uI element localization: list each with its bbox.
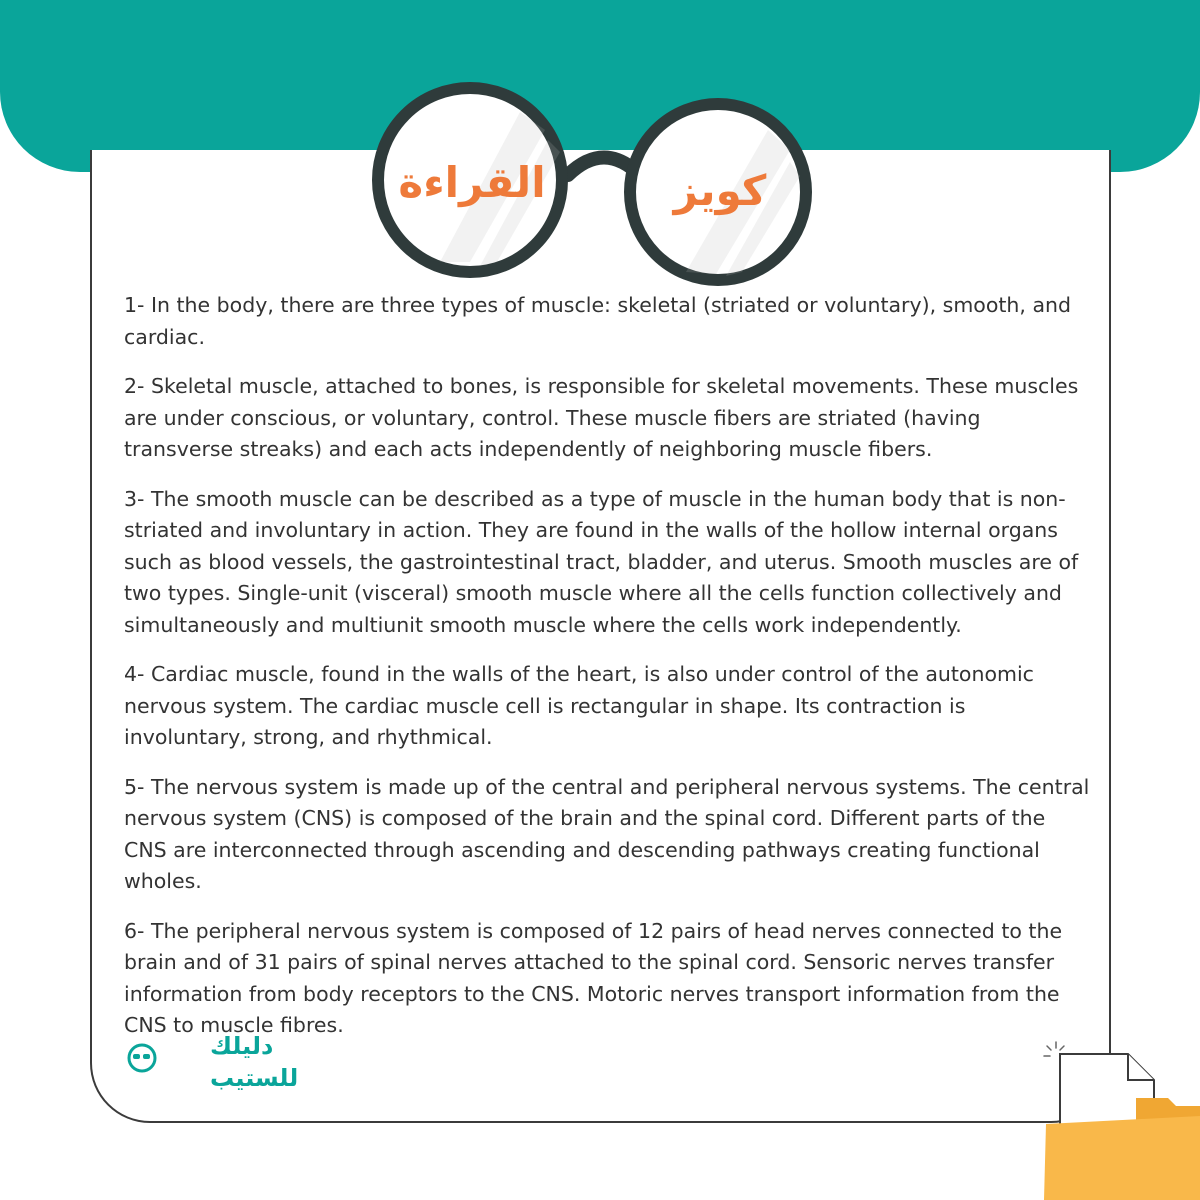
logo-text-line1: دليلك — [210, 1032, 274, 1060]
folder-icon — [1030, 1030, 1200, 1200]
glasses-icon — [0, 0, 1200, 300]
lens-right-title: كويز — [673, 166, 767, 215]
paragraph-5: 5- The nervous system is made up of the central and peripheral nervous systems. The central nervous system (CNS) is composed of the brain and the spinal cord. Different parts of the CNS are interconnected through ascending and descending pathways creating functional wholes. — [124, 774, 1090, 893]
paragraph-4: 4- Cardiac muscle, found in the walls of the heart, is also under control of the autonomic nervous system. The cardiac muscle cell is rectangular in shape. Its contraction is involuntary, strong, and rhythmical. — [124, 662, 1034, 749]
paragraph-3: 3- The smooth muscle can be described as a type of muscle in the human body that is non-striated and involuntary in action. They are found in the walls of the hollow internal organs such as blood vessels, the gastrointestinal tract, bladder, and uterus. Smooth muscles are of two types. Single-unit (visceral) smooth muscle where all the cells function collectively and simultaneously and multiunit smooth muscle where the cells work independently. — [124, 486, 1079, 637]
paragraph-1: 1- In the body, there are three types of muscle: skeletal (striated or voluntary), smooth, and cardiac. — [124, 293, 1072, 349]
paragraph-2: 2- Skeletal muscle, attached to bones, is responsible for skeletal movements. These muscles are under conscious, or voluntary, control. These muscle fibers are striated (having transverse streaks) and each acts independently of neighboring muscle fibers. — [124, 374, 1079, 461]
paragraph-6: 6- The peripheral nervous system is composed of 12 pairs of head nerves connected to the brain and of 31 pairs of spinal nerves attached to the spinal cord. Sensoric nerves transfer information from body receptors to the CNS. Motoric nerves transport information from the CNS to muscle fibres. — [124, 918, 1063, 1037]
lens-left-title: القراءة — [398, 158, 546, 207]
logo-text-line2: للستيب — [210, 1064, 299, 1092]
brand-logo — [126, 1026, 299, 1098]
article-body — [124, 290, 1090, 1060]
